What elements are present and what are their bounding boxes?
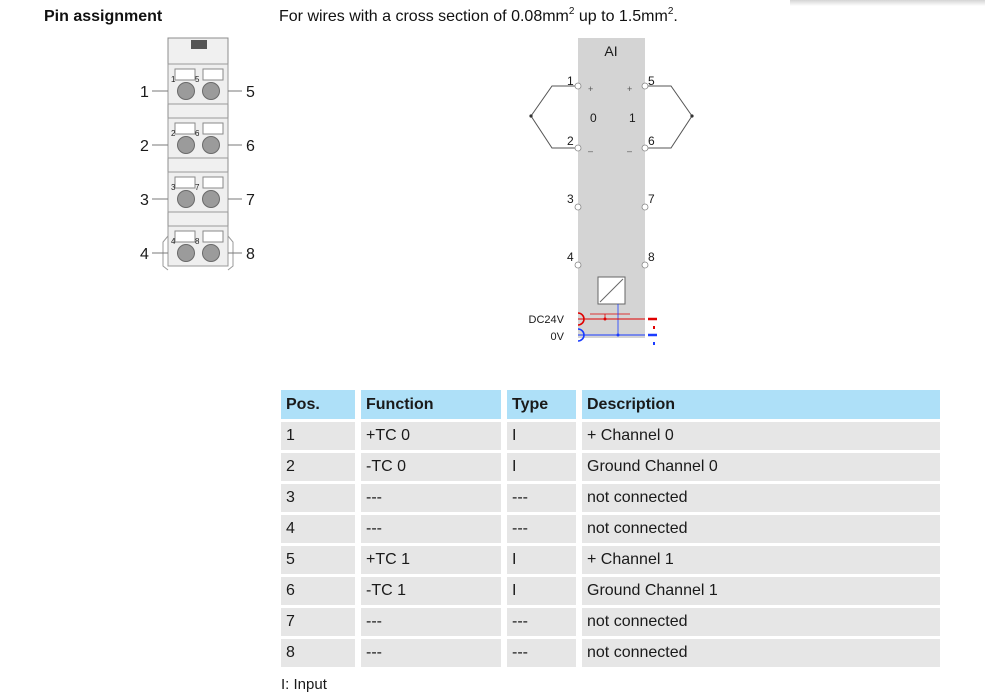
terminal-slot-1 — [168, 64, 228, 104]
cell-type: --- — [501, 639, 576, 667]
supply-label-0v: 0V — [550, 331, 564, 343]
cell-function: --- — [355, 608, 501, 636]
cell-type: --- — [501, 515, 576, 543]
cell-description: not connected — [576, 515, 940, 543]
terminal-block-diagram — [130, 36, 270, 272]
slot-1-right-label: 5 — [195, 75, 200, 84]
pin-assignment-table — [281, 387, 940, 670]
module-pin-7: 7 — [648, 192, 655, 206]
pin-number-2: 2 — [140, 138, 149, 155]
wire-cross-section-note — [279, 8, 678, 26]
header-pos: Pos. — [281, 390, 355, 419]
terminal-slot-2 — [168, 118, 228, 158]
table-row — [281, 515, 940, 543]
channel-label-1: 1 — [629, 111, 636, 125]
cell-function: --- — [355, 515, 501, 543]
cell-pos: 4 — [281, 515, 355, 543]
cell-type: I — [501, 422, 576, 450]
cell-type: I — [501, 453, 576, 481]
plus-sign-channel-0: + — [588, 84, 594, 94]
cell-pos: 7 — [281, 608, 355, 636]
cell-type: --- — [501, 608, 576, 636]
module-pin-3: 3 — [567, 192, 574, 206]
cell-function: --- — [355, 484, 501, 512]
cell-function: --- — [355, 639, 501, 667]
module-pin-1: 1 — [567, 74, 574, 88]
cell-type: I — [501, 546, 576, 574]
slot-4-right-label: 8 — [195, 237, 200, 246]
slot-1-left-label: 1 — [171, 75, 176, 84]
pin-number-4: 4 — [140, 246, 149, 263]
cell-pos: 1 — [281, 422, 355, 450]
minus-sign-channel-0: – — [588, 146, 594, 156]
table-row — [281, 639, 940, 667]
slot-3-left-label: 3 — [171, 183, 176, 192]
cell-description: not connected — [576, 639, 940, 667]
cell-description: not connected — [576, 608, 940, 636]
table-row — [281, 453, 940, 481]
thermocouple-junction-0 — [529, 114, 532, 117]
table-row — [281, 484, 940, 512]
cell-pos: 8 — [281, 639, 355, 667]
cell-pos: 6 — [281, 577, 355, 605]
cell-function: +TC 1 — [355, 546, 501, 574]
cell-description: Ground Channel 1 — [576, 577, 940, 605]
module-pin-2: 2 — [567, 134, 574, 148]
module-label: AI — [604, 43, 618, 59]
thermocouple-junction-1 — [690, 114, 693, 117]
supply-label-dc24v: DC24V — [528, 314, 564, 326]
supply-node-blue — [617, 334, 620, 337]
pin-number-3: 3 — [140, 192, 149, 209]
module-pin-5: 5 — [648, 74, 655, 88]
module-pin-4: 4 — [567, 250, 574, 264]
cell-description: + Channel 0 — [576, 422, 940, 450]
cell-type: I — [501, 577, 576, 605]
top-shadow — [790, 0, 985, 6]
cell-pos: 5 — [281, 546, 355, 574]
plus-sign-channel-1: + — [627, 84, 633, 94]
cell-function: -TC 0 — [355, 453, 501, 481]
module-wiring-diagram — [500, 36, 700, 352]
slot-2-right-label: 6 — [195, 129, 200, 138]
note-middle: up to 1.5mm — [574, 8, 668, 25]
terminal-slot-3 — [168, 172, 228, 212]
pin-number-5: 5 — [246, 84, 255, 101]
table-row — [281, 577, 940, 605]
table-row — [281, 546, 940, 574]
table-row — [281, 608, 940, 636]
type-legend: I: Input — [281, 676, 327, 693]
note-exponent-2: 2 — [667, 6, 674, 17]
cell-function: -TC 1 — [355, 577, 501, 605]
pin-number-8: 8 — [246, 246, 255, 263]
pin-number-1: 1 — [140, 84, 149, 101]
cell-pos: 2 — [281, 453, 355, 481]
header-function: Function — [355, 390, 501, 419]
slot-2-left-label: 2 — [171, 129, 176, 138]
minus-sign-channel-1: – — [627, 146, 633, 156]
header-description: Description — [576, 390, 940, 419]
supply-node-red — [604, 318, 607, 321]
note-exponent-1: 2 — [568, 6, 575, 17]
note-suffix: . — [673, 8, 678, 25]
slot-4-left-label: 4 — [171, 237, 176, 246]
table-header-row — [281, 390, 940, 419]
header-type: Type — [501, 390, 576, 419]
pin-number-6: 6 — [246, 138, 255, 155]
cell-pos: 3 — [281, 484, 355, 512]
terminal-slot-4 — [163, 226, 233, 270]
note-prefix: For wires with a cross section of 0.08mm — [279, 8, 569, 25]
cell-function: +TC 0 — [355, 422, 501, 450]
slot-3-right-label: 7 — [195, 183, 200, 192]
cell-description: + Channel 1 — [576, 546, 940, 574]
cell-description: not connected — [576, 484, 940, 512]
channel-label-0: 0 — [590, 111, 597, 125]
cell-type: --- — [501, 484, 576, 512]
terminal-latch — [191, 40, 207, 49]
module-pin-6: 6 — [648, 134, 655, 148]
pin-number-7: 7 — [246, 192, 255, 209]
module-pin-8: 8 — [648, 250, 655, 264]
section-heading: Pin assignment — [44, 8, 163, 25]
table-row — [281, 422, 940, 450]
cell-description: Ground Channel 0 — [576, 453, 940, 481]
